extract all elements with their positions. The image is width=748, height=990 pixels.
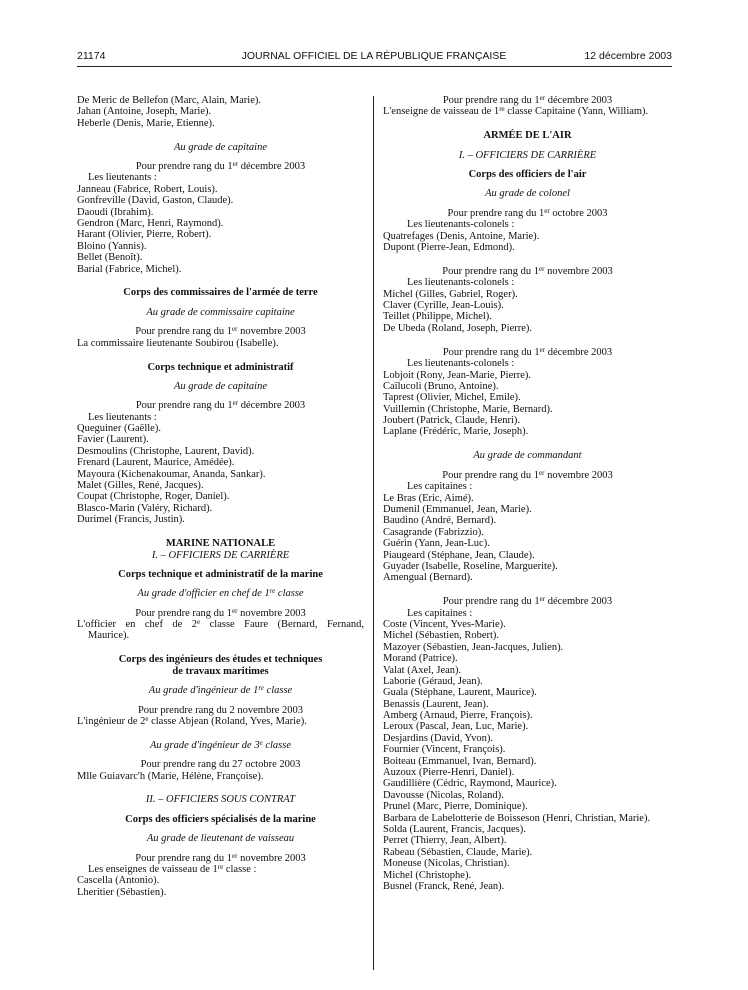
name-entry: Dumenil (Emmanuel, Jean, Marie).: [383, 503, 532, 515]
name-entry: Taprest (Olivier, Michel, Emile).: [383, 392, 521, 404]
spacer: [77, 299, 364, 307]
name-entry: De Meric de Bellefon (Marc, Alain, Marie).: [77, 95, 261, 106]
name-entry: L'enseigne de vaisseau de 1re classe Capitaine (Yann, William).: [383, 105, 649, 118]
name-entry: Mazoyer (Sébastien, Jean-Jacques, Julien).: [383, 641, 564, 653]
list-intro: Les lieutenants-colonels :: [407, 219, 515, 231]
spacer: [77, 561, 364, 569]
name-entry: Barbara de Labelotterie de Boisseson (Henri, Christian, Marie).: [383, 812, 651, 824]
name-entry: Desmoulins (Christophe, Laurent, David).: [77, 445, 255, 457]
spacer: [383, 161, 672, 169]
name-entry: Bloino (Yannis).: [77, 240, 147, 252]
section-subheading: II. – OFFICIERS SOUS CONTRAT: [145, 794, 296, 806]
rank-date-line: Pour prendre rang du 1er décembre 2003: [442, 345, 613, 358]
rank-date-line: Pour prendre rang du 1er novembre 2003: [135, 851, 306, 864]
spacer: [77, 825, 364, 833]
section-subheading: I. – OFFICIERS DE CARRIÈRE: [458, 149, 597, 161]
page-number: 21174: [77, 50, 106, 62]
list-intro: Les capitaines :: [407, 481, 473, 493]
spacer: [77, 751, 364, 759]
list-intro: Les lieutenants :: [88, 172, 157, 184]
name-entry: Guérin (Yann, Jean-Luc).: [383, 538, 490, 550]
list-intro: Les lieutenants-colonels :: [407, 277, 515, 289]
name-entry: Fournier (Vincent, François).: [383, 744, 506, 756]
spacer: [383, 253, 672, 266]
section-subheading: I. – OFFICIERS DE CARRIÈRE: [151, 549, 290, 561]
name-entry: Michel (Gilles, Gabriel, Roger).: [383, 288, 518, 300]
section-subheading: Au grade d'ingénieur de 3e classe: [150, 738, 291, 751]
list-intro: Les capitaines :: [407, 607, 473, 619]
header-rule: [77, 66, 672, 67]
spacer: [383, 142, 672, 150]
rank-date-line: Pour prendre rang du 1er décembre 2003: [135, 399, 306, 412]
section-heading: Corps des ingénieurs des études et techniques: [118, 654, 323, 666]
name-entry: Desjardins (David, Yvon).: [383, 732, 493, 744]
spacer: [77, 129, 364, 142]
name-entry: Busnel (Franck, René, Jean).: [383, 880, 505, 892]
name-entry: Heberle (Denis, Marie, Etienne).: [77, 117, 215, 129]
name-entry: Quatrefages (Denis, Antoine, Marie).: [383, 230, 540, 242]
spacer: [77, 153, 364, 161]
name-entry: Guyader (Isabelle, Roseline, Marguerite).: [383, 560, 558, 572]
section-subheading: Au grade de capitaine: [173, 380, 268, 392]
section-subheading: Au grade d'ingénieur de 1re classe: [148, 684, 293, 697]
section-subheading: Au grade de commissaire capitaine: [146, 306, 295, 318]
name-entry: Harant (Olivier, Pierre, Robert).: [77, 229, 212, 241]
column-divider: [373, 96, 374, 970]
list-intro: Maurice).: [88, 630, 130, 642]
name-entry: Piaugeard (Stéphane, Jean, Claude).: [383, 549, 535, 561]
rank-date-line: Pour prendre rang du 1er octobre 2003: [447, 206, 608, 219]
name-entry: Frenard (Laurent, Maurice, Amédée).: [77, 457, 235, 469]
section-heading: Corps des officiers spécialisés de la marine: [125, 813, 316, 825]
name-entry: De Ubeda (Roland, Joseph, Pierre).: [383, 322, 532, 334]
spacer: [77, 349, 364, 362]
name-entry: Guala (Stéphane, Laurent, Maurice).: [383, 687, 537, 699]
name-entry: Auzoux (Pierre-Henri, Daniel).: [383, 767, 515, 779]
spacer: [77, 782, 364, 795]
name-entry: Prunel (Marc, Pierre, Dominique).: [383, 801, 528, 813]
name-entry: Valat (Axel, Jean).: [383, 664, 462, 676]
spacer: [383, 334, 672, 347]
section-heading: Corps des officiers de l'air: [468, 169, 587, 181]
name-entry: Teillet (Philippe, Michel).: [383, 311, 492, 323]
spacer: [77, 697, 364, 705]
name-entry: Mlle Guiavarc'h (Marie, Hélène, Françoise).: [77, 770, 264, 782]
name-entry: L'ingénieur de 2e classe Abjean (Roland, Yves, Marie).: [77, 714, 307, 727]
name-entry: Dupont (Pierre-Jean, Edmond).: [383, 242, 515, 254]
name-entry: Michel (Sébastien, Robert).: [383, 630, 500, 642]
list-intro: Les enseignes de vaisseau de 1re classe :: [88, 863, 257, 876]
spacer: [77, 727, 364, 740]
name-entry: Gaudillière (Cédric, Raymond, Maurice).: [383, 778, 557, 790]
name-entry: Leroux (Pascal, Jean, Luc, Marie).: [383, 721, 529, 733]
name-entry: Boiteau (Emmanuel, Ivan, Bernard).: [383, 755, 537, 767]
name-entry: Coupat (Christophe, Roger, Daniel).: [77, 491, 230, 503]
name-entry: Amberg (Arnaud, Pierre, François).: [383, 710, 533, 722]
rank-date-line: Pour prendre rang du 1er décembre 2003: [442, 94, 613, 106]
section-heading: MARINE NATIONALE: [165, 538, 276, 550]
name-entry: Laborie (Géraud, Jean).: [383, 675, 483, 687]
name-entry: Solda (Laurent, Francis, Jacques).: [383, 823, 526, 835]
rank-date-line: Pour prendre rang du 1er novembre 2003: [135, 325, 306, 338]
left-column: [77, 95, 364, 898]
rank-date-line: Pour prendre rang du 1er novembre 2003: [442, 468, 613, 481]
name-entry: Perret (Thierry, Jean, Albert).: [383, 835, 507, 847]
name-entry: Baudino (André, Bernard).: [383, 515, 497, 527]
name-entry: Morand (Patrice).: [383, 653, 458, 665]
section-heading: ARMÉE DE L'AIR: [483, 130, 572, 142]
spacer: [77, 600, 364, 608]
name-entry: Jahan (Antoine, Joseph, Marie).: [77, 106, 212, 118]
spacer: [77, 275, 364, 288]
paragraph-line: L'officier en chef de 2e classe Faure (Bernard, Fernand,: [77, 618, 364, 631]
section-heading: Corps technique et administratif: [147, 361, 294, 373]
section-heading: Corps technique et administratif de la marine: [118, 568, 323, 580]
rank-date-line: Pour prendre rang du 1er décembre 2003: [442, 595, 613, 608]
name-entry: Rabeau (Sébastien, Claude, Marie).: [383, 846, 533, 858]
spacer: [383, 118, 672, 131]
name-entry: Janneau (Fabrice, Robert, Louis).: [77, 183, 218, 195]
name-entry: Amengual (Bernard).: [383, 572, 473, 584]
name-entry: Daoudi (Ibrahim).: [77, 206, 154, 218]
rank-date-line: Pour prendre rang du 27 octobre 2003: [140, 759, 301, 771]
name-entry: Claver (Cyrille, Jean-Louis).: [383, 300, 504, 312]
spacer: [383, 180, 672, 188]
name-entry: Malet (Gilles, René, Jacques).: [77, 480, 204, 492]
section-subheading: Au grade de commandant: [473, 450, 582, 462]
name-entry: Blasco-Marin (Valéry, Richard).: [77, 502, 213, 514]
spacer: [383, 462, 672, 470]
spacer: [77, 845, 364, 853]
section-subheading: Au grade de colonel: [485, 188, 570, 200]
section-subheading: Au grade d'officier en chef de 1re classe: [137, 587, 304, 600]
spacer: [383, 584, 672, 597]
journal-title: JOURNAL OFFICIEL DE LA RÉPUBLIQUE FRANÇAISE: [241, 50, 507, 62]
spacer: [77, 642, 364, 655]
rank-date-line: Pour prendre rang du 1er décembre 2003: [135, 160, 306, 173]
name-entry: Vuillemin (Christophe, Marie, Bernard).: [383, 403, 553, 415]
name-entry: Mayoura (Kichenakoumar, Ananda, Sankar).: [77, 468, 266, 480]
name-entry: Le Bras (Eric, Aimé).: [383, 492, 474, 504]
name-entry: Moneuse (Nicolas, Christian).: [383, 858, 510, 870]
section-heading: de travaux maritimes: [172, 665, 269, 677]
name-entry: Coste (Vincent, Yves-Marie).: [383, 618, 506, 630]
name-entry: Joubert (Patrick, Claude, Henri).: [383, 415, 521, 427]
right-column: [383, 95, 672, 892]
name-entry: Lobjoit (Rony, Jean-Marie, Pierre).: [383, 369, 532, 381]
name-entry: Gonfreville (David, Gaston, Claude).: [77, 195, 234, 207]
spacer: [77, 806, 364, 814]
name-entry: La commissaire lieutenante Soubirou (Isabelle).: [77, 337, 279, 349]
name-entry: Queguiner (Gaëlle).: [77, 423, 161, 435]
spacer: [77, 526, 364, 539]
name-entry: Barial (Fabrice, Michel).: [77, 263, 182, 275]
name-entry: Durimel (Francis, Justin).: [77, 514, 185, 526]
name-entry: Casagrande (Fabrizzio).: [383, 526, 484, 538]
list-intro: Les lieutenants :: [88, 411, 157, 423]
name-entry: Benassis (Laurent, Jean).: [383, 698, 489, 710]
spacer: [77, 677, 364, 685]
issue-date: 12 décembre 2003: [584, 50, 672, 62]
name-entry: Favier (Laurent).: [77, 434, 149, 446]
name-entry: Laplane (Frédéric, Marie, Joseph).: [383, 426, 529, 438]
name-entry: Gendron (Marc, Henri, Raymond).: [77, 218, 224, 230]
list-intro: Les lieutenants-colonels :: [407, 358, 515, 370]
spacer: [77, 373, 364, 381]
name-entry: Bellet (Benoît).: [77, 252, 143, 264]
section-subheading: Au grade de capitaine: [173, 141, 268, 153]
name-entry: Lheritier (Sébastien).: [77, 886, 167, 898]
section-subheading: Au grade de lieutenant de vaisseau: [146, 833, 295, 845]
name-entry: Davousse (Nicolas, Roland).: [383, 789, 504, 801]
section-heading: Corps des commissaires de l'armée de terre: [123, 287, 318, 299]
spacer: [383, 438, 672, 451]
name-entry: Michel (Christophe).: [383, 869, 472, 881]
rank-date-line: Pour prendre rang du 2 novembre 2003: [137, 704, 304, 716]
spacer: [383, 200, 672, 208]
rank-date-line: Pour prendre rang du 1er novembre 2003: [135, 606, 306, 619]
rank-date-line: Pour prendre rang du 1er novembre 2003: [442, 264, 613, 277]
name-entry: Cascella (Antonio).: [77, 875, 160, 887]
name-entry: Caïlucoli (Bruno, Antoine).: [383, 380, 499, 392]
